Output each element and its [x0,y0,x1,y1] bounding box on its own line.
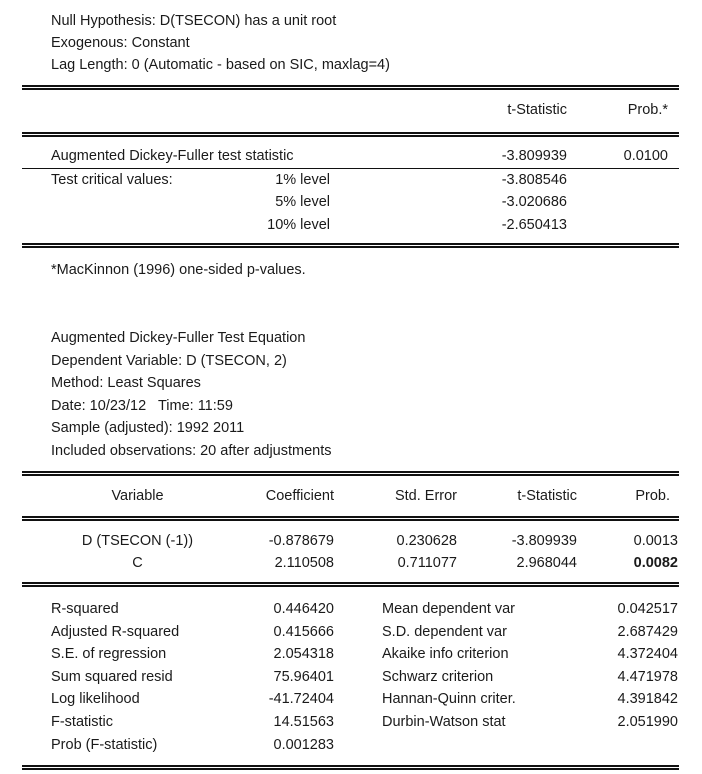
stat-label: Prob (F-statistic) [51,737,158,753]
critical-level: 1% level [275,172,330,188]
equation-title: Augmented Dickey-Fuller Test Equation [51,330,306,346]
stat-value: 14.51563 [273,714,334,730]
adf-test-stat-prob: 0.0100 [623,148,668,164]
stat-label: S.E. of regression [51,646,167,662]
double-rule [22,243,679,248]
stat-value: -41.72404 [268,691,334,707]
stat-value: 2.687429 [617,624,678,640]
coef-tstat: 2.968044 [516,555,577,571]
coef-coefficient: 2.110508 [274,555,334,571]
stat-label: R-squared [51,601,119,617]
stat-label: Hannan-Quinn criter. [382,691,516,707]
critical-value: -3.020686 [501,194,567,210]
critical-level: 10% level [267,217,330,233]
coef-std-error: 0.711077 [397,555,457,571]
critical-value: -2.650413 [501,217,567,233]
critical-value: -3.808546 [501,172,567,188]
critical-level: 5% level [275,194,330,210]
coef-prob-highlighted: 0.0082 [633,555,678,571]
stat-value: 0.042517 [617,601,678,617]
coef-variable: C [132,555,143,571]
col-header-tstat: t-Statistic [507,102,567,118]
lag-length: Lag Length: 0 (Automatic - based on SIC, maxlag=4) [51,57,390,73]
method: Method: Least Squares [51,375,201,391]
critical-values-label: Test critical values: [51,172,173,188]
stat-label: Durbin-Watson stat [382,714,506,730]
exogenous: Exogenous: Constant [51,35,190,51]
stat-value: 4.471978 [617,669,678,685]
coef-header-tstat: t-Statistic [517,488,577,504]
double-rule [22,765,679,770]
coef-header-variable: Variable [111,488,164,504]
footnote: *MacKinnon (1996) one-sided p-values. [51,262,306,278]
stat-value: 0.001283 [273,737,334,753]
stat-label: S.D. dependent var [382,624,507,640]
coef-std-error: 0.230628 [396,533,457,549]
double-rule [22,516,679,521]
sample: Sample (adjusted): 1992 2011 [51,420,245,436]
coef-prob: 0.0013 [633,533,678,549]
stat-value: 4.391842 [617,691,678,707]
double-rule [22,132,679,137]
stat-label: Log likelihood [51,691,140,707]
stat-label: Sum squared resid [51,669,173,685]
stat-label: Adjusted R-squared [51,624,180,640]
stat-value: 0.446420 [273,601,334,617]
coef-tstat: -3.809939 [511,533,577,549]
double-rule [22,582,679,587]
stat-value: 4.372404 [617,646,678,662]
coef-header-prob: Prob. [635,488,670,504]
col-header-prob: Prob.* [627,102,668,118]
coef-header-coefficient: Coefficient [265,488,334,504]
stat-label: Akaike info criterion [382,646,509,662]
stat-label: Mean dependent var [382,601,516,617]
stat-label: Schwarz criterion [382,669,494,685]
stat-value: 75.96401 [273,669,334,685]
stat-value: 0.415666 [273,624,334,640]
observations: Included observations: 20 after adjustments [51,443,332,459]
date-time: Date: 10/23/12 Time: 11:59 [51,398,233,414]
stat-value: 2.051990 [617,714,678,730]
double-rule [22,471,679,476]
coef-header-std-error: Std. Error [394,488,457,504]
stat-value: 2.054318 [273,646,334,662]
null-hypothesis: Null Hypothesis: D(TSECON) has a unit root [51,13,337,29]
stat-label: F-statistic [51,714,114,730]
coef-variable: D (TSECON (-1)) [81,533,194,549]
dependent-variable: Dependent Variable: D (TSECON, 2) [51,353,287,369]
adf-test-stat-label: Augmented Dickey-Fuller test statistic [51,148,294,164]
coef-coefficient: -0.878679 [268,533,334,549]
adf-test-stat-value: -3.809939 [501,148,567,164]
double-rule [22,85,679,90]
